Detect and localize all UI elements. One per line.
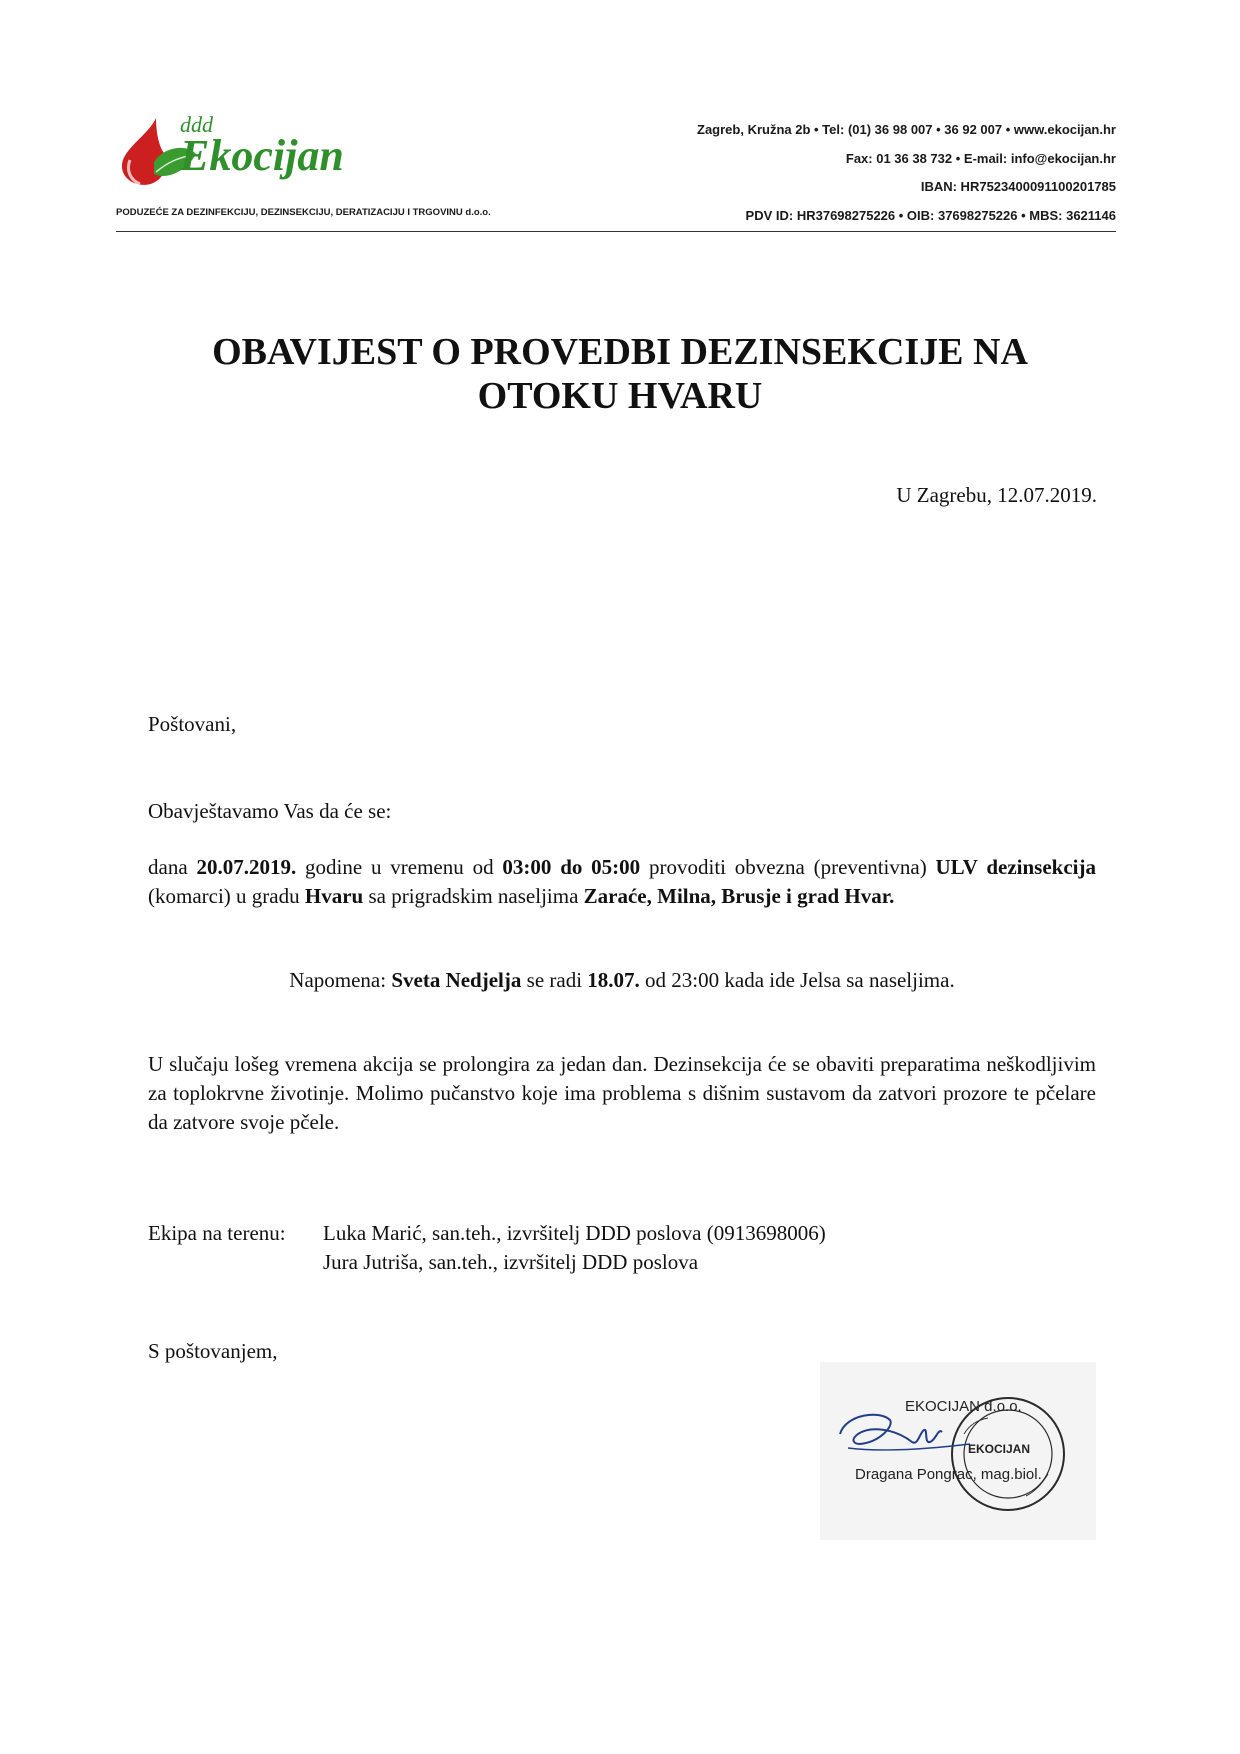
- note-date: 18.07.: [587, 968, 640, 992]
- document-title: [150, 330, 1090, 418]
- main-paragraph: [148, 853, 1096, 911]
- text-segment: Napomena:: [289, 968, 392, 992]
- company-subtitle: PODUZEĆE ZA DEZINFEKCIJU, DEZINSEKCIJU, DERATIZACIJU I TRGOVINU d.o.o.: [116, 207, 491, 218]
- contact-line: PDV ID: HR37698275226 • OIB: 37698275226 • MBS: 3621146: [745, 207, 1116, 223]
- contact-line: IBAN: HR7523400091100201785: [920, 179, 1116, 194]
- logo-prefix: ddd: [180, 112, 213, 137]
- signature-person: Dragana Pongrac, mag.biol.: [855, 1466, 1042, 1483]
- logo-text: Ekocijan: [180, 131, 344, 180]
- action-method: ULV dezinsekcija: [935, 855, 1096, 879]
- intro-text: Obavještavamo Vas da će se:: [148, 799, 392, 823]
- stamp-and-signature-graphic: [820, 1362, 1096, 1540]
- document-date: U Zagrebu, 12.07.2019.: [896, 483, 1097, 507]
- contact-info: [697, 116, 1116, 230]
- text-segment: provoditi obvezna (preventivna): [640, 855, 936, 879]
- team-label: Ekipa na terenu:: [148, 1221, 286, 1245]
- signature-company: EKOCIJAN d.o.o.: [905, 1398, 1022, 1415]
- action-date: 20.07.2019.: [196, 855, 297, 879]
- action-places: Zaraće, Milna, Brusje i grad Hvar.: [583, 884, 895, 908]
- action-town: Hvaru: [304, 884, 364, 908]
- contact-line: Fax: 01 36 38 732 • E-mail: info@ekocijan.hr: [845, 150, 1116, 166]
- closing: S poštovanjem,: [148, 1339, 278, 1363]
- greeting: Poštovani,: [148, 712, 237, 736]
- text-segment: godine u vremenu od: [296, 855, 503, 879]
- logo-graphic: [116, 110, 406, 192]
- header-divider: [116, 231, 1116, 232]
- title-line-1: OBAVIJEST O PROVEDBI DEZINSEKCIJE NA: [212, 331, 1028, 373]
- stamp-text: EKOCIJAN: [968, 1442, 1031, 1456]
- text-segment: sa prigradskim naseljima: [363, 884, 584, 908]
- team-member: Luka Marić, san.teh., izvršitelj DDD poslova (0913698006): [323, 1221, 826, 1245]
- contact-line: Zagreb, Kružna 2b • Tel: (01) 36 98 007 • 36 92 007 • www.ekocijan.hr: [697, 122, 1116, 137]
- team-member: Jura Jutriša, san.teh., izvršitelj DDD poslova: [323, 1250, 699, 1274]
- title-line-2: OTOKU HVARU: [477, 375, 763, 417]
- action-time: 03:00 do 05:00: [502, 855, 641, 879]
- company-logo: [116, 110, 406, 192]
- text-segment: se radi: [521, 968, 588, 992]
- note-place: Sveta Nedjelja: [391, 968, 522, 992]
- signature-block: [820, 1362, 1096, 1540]
- note-paragraph: [148, 966, 1096, 995]
- text-segment: dana: [148, 855, 197, 879]
- text-segment: od 23:00 kada ide Jelsa sa naseljima.: [639, 968, 955, 992]
- weather-paragraph: U slučaju lošeg vremena akcija se prolongira za jedan dan. Dezinsekcija će se obaviti preparatima neškodljivim za toplokrvne životinje. Molimo pučanstvo koje ima problema s dišnim sustavom da zatvori prozore te pčelare da zatvore svoje pčele.: [148, 1052, 1096, 1134]
- text-segment: (komarci) u gradu: [148, 884, 305, 908]
